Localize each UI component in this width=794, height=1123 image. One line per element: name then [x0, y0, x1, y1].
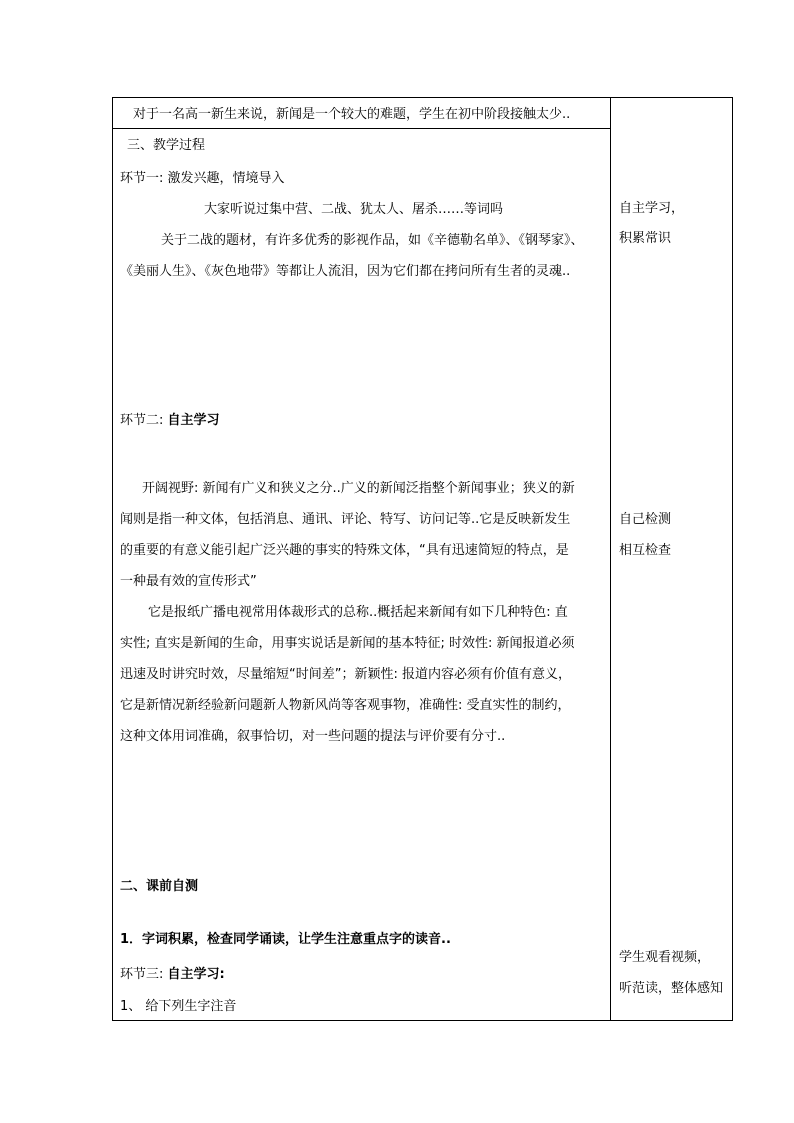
paragraph-line: 的重要的有意义能引起广泛兴趣的事实的特殊文体，“具有迅速简短的特点，是	[120, 543, 569, 558]
link-one-title: 环节一: 激发兴趣，情境导入	[120, 171, 285, 186]
note-line: 自己检测	[619, 512, 672, 527]
paragraph-line: 迅速及时讲究时效，尽量缩短“时间差”；新颖性: 报道内容必须有价值有意义，	[120, 667, 571, 682]
paragraph-line: 一种最有效的宣传形式”	[120, 574, 257, 589]
note-line: 自主学习，	[619, 201, 685, 216]
paragraph-line: 实性; 直实是新闻的生命，用事实说话是新闻的基本特征; 时效性: 新闻报道必须	[120, 636, 575, 651]
note-line: 学生观看视频，	[619, 950, 711, 965]
link-one-question: 大家听说过集中营、二战、犹太人、屠杀……等词吗	[204, 202, 504, 217]
row-divider	[112, 128, 611, 129]
item-one-text: 1．字词积累，检查同学诵读，让学生注意重点字的读音..	[120, 932, 451, 947]
link-two-title	[120, 412, 220, 430]
link-one-paragraph-line: 关于二战的题材，有许多优秀的影视作品，如《辛德勒名单》、《钢琴家》、	[161, 233, 584, 248]
note-line: 相互检查	[619, 543, 672, 558]
paragraph-line: 它是报纸广播电视常用体裁形式的总称..概括起来新闻有如下几种特色: 直	[148, 605, 568, 620]
link-two-label: 环节二:	[120, 413, 168, 428]
note-line: 积累常识	[619, 231, 672, 246]
note-line: 听范读，整体感知	[619, 981, 724, 996]
exercise-line: 1、 给下列生字注音	[120, 999, 237, 1014]
section-two-title: 二、课前自测	[120, 879, 199, 894]
column-divider	[610, 97, 611, 1021]
link-one-paragraph-line: 《美丽人生》、《灰色地带》等都让人流泪，因为它们都在拷问所有生者的灵魂..	[120, 264, 571, 279]
link-two-bold: 自主学习	[167, 413, 220, 428]
link-three-bold: 自主学习:	[167, 967, 225, 982]
intro-text: 对于一名高一新生来说，新闻是一个较大的难题，学生在初中阶段接触太少..	[133, 107, 571, 122]
paragraph-line: 闻则是指一种文体，包括消息、通讯、评论、特写、访问记等..它是反映新发生	[120, 512, 571, 527]
paragraph-line: 开阔视野: 新闻有广义和狭义之分..广义的新闻泛指整个新闻事业；狭义的新	[142, 481, 575, 496]
section-three-title: 三、教学过程	[127, 138, 206, 153]
paragraph-line: 它是新情况新经验新问题新人物新风尚等客观事物，准确性: 受直实性的制约，	[120, 698, 571, 713]
paragraph-line: 这种文体用词准确，叙事恰切，对一些问题的提法与评价要有分寸..	[120, 729, 506, 744]
link-three-title	[120, 966, 225, 984]
link-three-label: 环节三:	[120, 967, 168, 982]
